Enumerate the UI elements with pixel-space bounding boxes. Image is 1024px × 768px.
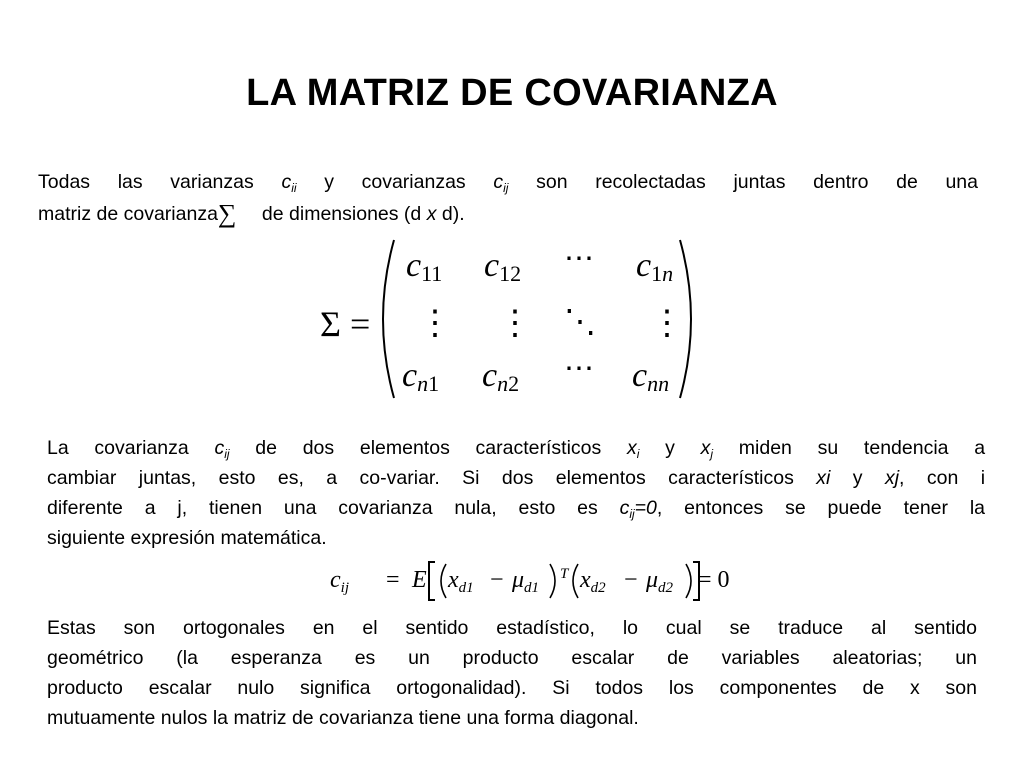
matrix-hdots-row3: ⋯: [564, 352, 594, 385]
equation-paren-2-close: [686, 564, 691, 598]
text-segment: matriz de covarianza: [38, 203, 218, 225]
equation-right-bracket: [693, 562, 699, 600]
matrix-entry-cn2: cn2: [482, 357, 520, 396]
text-segment: diferente a j, tienen una covarianza nula, esto es: [47, 497, 598, 519]
paragraph-covariance-line-1: [47, 433, 985, 463]
symbol-xj: xj: [884, 467, 900, 489]
symbol-c-ij-zero: $c_{ij}=0$: [619, 497, 657, 521]
matrix-vdots-col2: ⋮: [498, 305, 532, 342]
paragraph-orthogonal-line-4: mutuamente nulos la matriz de covarianza tiene una forma diagonal.: [47, 707, 639, 729]
paragraph-covariance: [47, 433, 985, 553]
paragraph-orthogonal-line-1: Estas son ortogonales en el sentido estadístico, lo cual se traduce al sentido: [47, 617, 977, 639]
symbol-c-ii: $c_{ii}$: [281, 171, 297, 195]
matrix-entry-cnn: cnn: [632, 357, 670, 396]
matrix-entry-c12: c12: [484, 247, 522, 286]
matrix-left-paren: [383, 240, 394, 398]
matrix-vdots-col4: ⋮: [650, 305, 684, 342]
paragraph-intro-line-2: [38, 197, 978, 229]
text-segment: cambiar juntas, esto es, a co-variar. Si dos elementos característicos: [47, 467, 794, 489]
text-segment: , con i: [899, 467, 986, 489]
text-segment: de dimensiones (d: [261, 203, 422, 225]
paragraph-orthogonal: [47, 613, 977, 733]
text-segment: y covarianzas: [324, 171, 466, 193]
matrix-vdots-col1: ⋮: [418, 305, 452, 342]
equation-expression: cij = E xd1 − μd1 T xd2 − μd2 = 0: [330, 566, 730, 596]
symbol-x: x: [426, 203, 437, 225]
paragraph-covariance-line-4: siguiente expresión matemática.: [47, 527, 327, 549]
text-segment: de dos elementos característicos: [255, 437, 602, 459]
text-segment: Todas las varianzas: [38, 171, 254, 193]
paragraph-covariance-line-2: [47, 463, 985, 493]
equation-paren-2-open: [573, 564, 578, 598]
symbol-x-i: $x_i$: [626, 437, 640, 461]
matrix-ddots: ⋱: [564, 303, 596, 339]
matrix-hdots-row1: ⋯: [564, 242, 594, 275]
symbol-xi: xi: [816, 467, 831, 489]
text-segment: , entonces se puede tener la: [656, 497, 986, 519]
text-segment: miden su tendencia a: [738, 437, 986, 459]
matrix-entry-cn1: cn1: [402, 357, 440, 396]
text-segment: y: [665, 437, 675, 459]
matrix-entry-c11: c11: [406, 247, 443, 286]
covariance-matrix: [310, 232, 730, 407]
text-segment: La covarianza: [47, 437, 189, 459]
paragraph-intro-line-1: [38, 167, 978, 197]
paragraph-orthogonal-line-3: producto escalar nulo significa ortogonalidad). Si todos los componentes de x son: [47, 677, 977, 699]
text-segment: son recolectadas juntas dentro de una: [536, 171, 978, 193]
equation-paren-1-close: [550, 564, 555, 598]
matrix-entry-c1n: c1n: [636, 247, 674, 286]
sigma-symbol: ∑: [217, 199, 237, 228]
symbol-c-ij: $c_{ij}$: [214, 437, 230, 461]
equation-paren-1-open: [441, 564, 446, 598]
symbol-c-ij: $c_{ij}$: [493, 171, 509, 195]
paragraph-covariance-line-3: [47, 493, 985, 523]
matrix-lhs: Σ =: [320, 304, 371, 344]
paragraph-intro: [38, 167, 978, 229]
text-segment: d).: [441, 203, 465, 225]
expectation-equation: [326, 556, 746, 606]
paragraph-orthogonal-line-2: geométrico (la esperanza es un producto escalar de variables aleatorias; un: [47, 647, 977, 669]
text-segment: y: [852, 467, 863, 489]
symbol-x-j: $x_j$: [700, 437, 714, 461]
equation-left-bracket: [429, 562, 435, 600]
slide-title: LA MATRIZ DE COVARIANZA: [246, 72, 778, 114]
